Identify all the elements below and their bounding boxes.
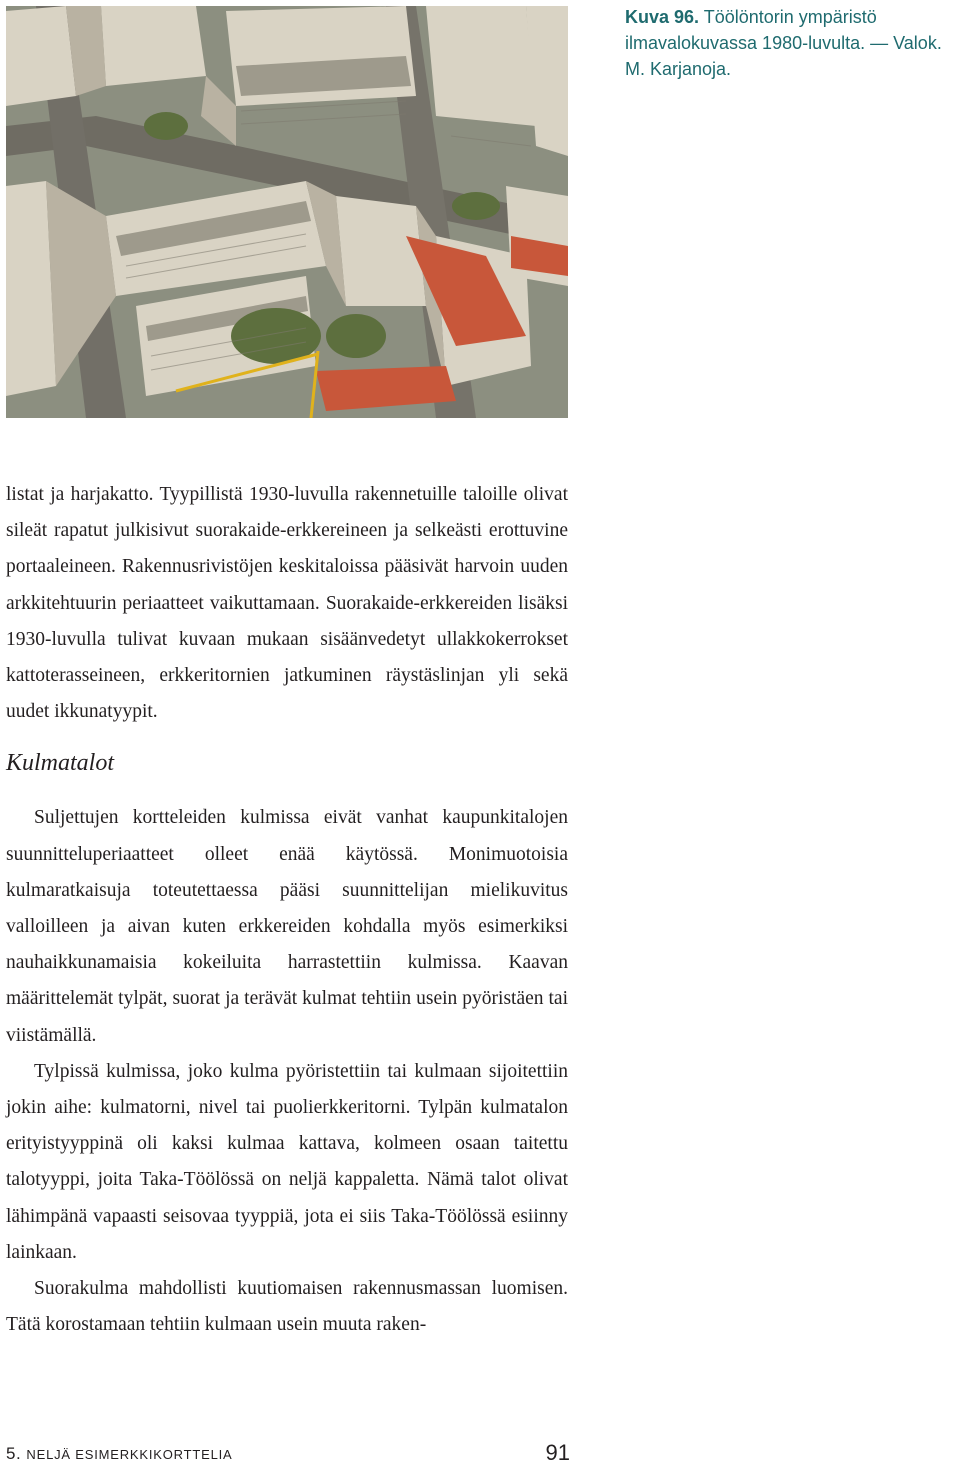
chapter-number: 5. (6, 1444, 22, 1463)
figure-caption (625, 4, 955, 82)
page-footer (6, 1438, 570, 1464)
paragraph-4: Suorakulma mahdollisti kuutiomaisen rakennusmassan luomisen. Tätä korostamaan tehtiin kulmaan usein muuta raken- (6, 1278, 568, 1336)
chapter-name: NELJÄ ESIMERKKIKORTTELIA (26, 1447, 233, 1462)
figure-caption-text: Töölöntorin ympäristö ilmavalokuvassa 1980-luvulta. — Valok. M. Karjanoja. (625, 7, 942, 79)
chapter-title (6, 1444, 233, 1464)
paragraph-2: Suljettujen kortteleiden kulmissa eivät vanhat kaupunkitalojen suunnitteluperiaatteet olleet enää käytössä. Monimuotoisia kulmaratkaisuja toteutettaessa pääsi suunnittelijan mielikuvitus valloilleen ja aivan kuten erkkereiden kohdalla myös esimerkiksi nauhaikkunamaisia kokeiluita harrastettiin kulmissa. Kaavan määrittelemät tylpät, suorat ja terävät kulmat tehtiin usein pyöristäen tai viistämällä. (6, 807, 568, 1046)
paragraph-1: listat ja harjakatto. Tyypillistä 1930-luvulla rakennetuille taloille olivat sileät rapatut julkisivut suorakaide-erkkereineen ja selkeästi erottuvine portaaleineen. Rakennusrivistöjen keskitaloissa pääsivät harvoin uuden arkkitehtuurin periaatteet vaikuttamaan. Suorakaide-erkkereiden lisäksi 1930-luvulla tulivat kuvaan mukaan sisäänvedetyt ullakkokerrokset kattoterasseineen, erkkeritornien jatkuminen räystäslinjan yli sekä uudet ikkunatyypit. (6, 484, 568, 723)
aerial-photograph (6, 6, 568, 418)
page-number: 91 (545, 1440, 570, 1465)
figure-label: Kuva 96. (625, 7, 700, 27)
paragraph-3: Tylpissä kulmissa, joko kulma pyöristettiin tai kulmaan sijoitettiin jokin aihe: kulmatorni, nivel tai puolierkkeritorni. Tylpän kulmatalon erityistyyppinä oli kaksi kulmaa kattava, kolmeen osaan taitettu talotyyppi, joita Taka-Töölössä on neljä kappaletta. Nämä talot olivat lähimpänä vapaasti seisovaa tyyppiä, jota ei siis Taka-Töölössä esiinny lainkaan. (6, 1060, 568, 1263)
section-heading: Kulmatalot (6, 750, 115, 777)
body-text (6, 477, 568, 1343)
